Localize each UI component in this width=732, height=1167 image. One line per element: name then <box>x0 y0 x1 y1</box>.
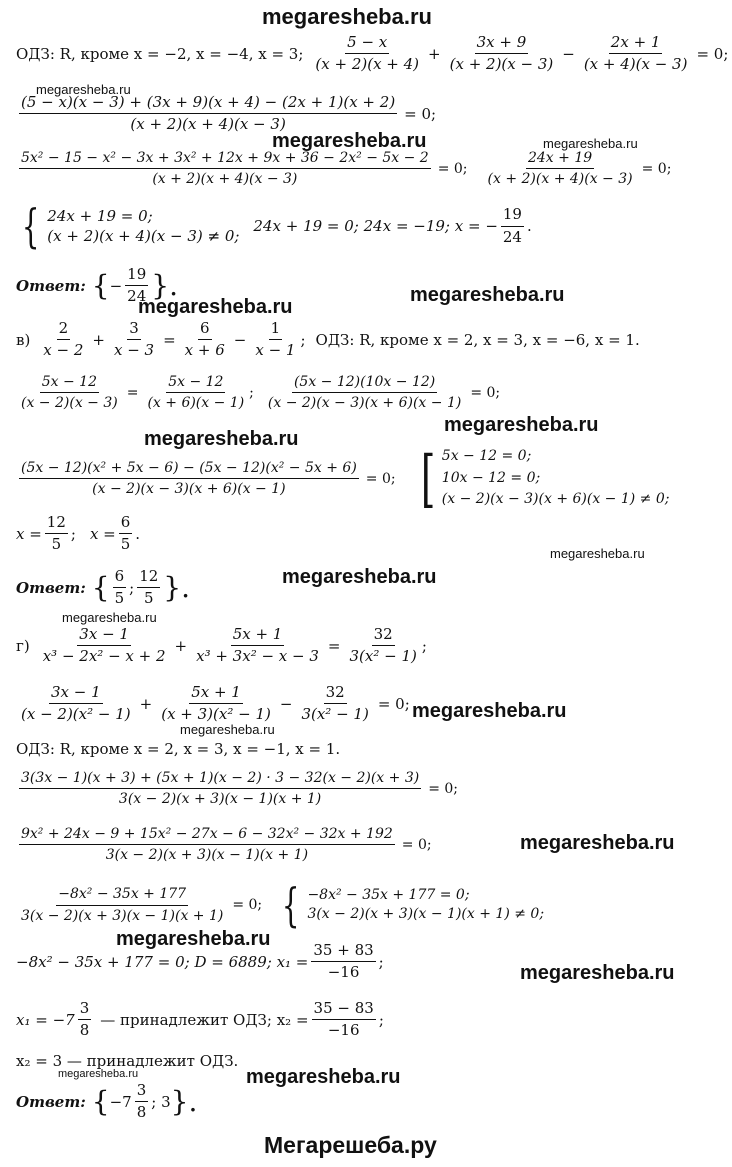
watermark: megaresheba.ru <box>520 832 675 854</box>
watermark-bottom: Мегарешеба.ру <box>264 1132 437 1158</box>
v-eq2: $\frac{5x - 12}{(x - 2)(x - 3)}$ = $\frac{5x - 12}{(x + 6)(x - 1)}$ ; $\frac{(5x - 12)(10x - 12)}{(x - 2)(x - 3)(x + 6)(x - 1)}$ = 0; <box>21 374 501 412</box>
watermark-small: megaresheba.ru <box>180 722 275 737</box>
watermark: megaresheba.ru <box>520 962 675 984</box>
v-solutions: x = $\frac{12}{5}$ ; x = $\frac{6}{5}$ . <box>16 513 141 554</box>
b-eq3: $\frac{\text{5x² − 15 − x² − 3x + 3x² + 12x + 9x + 36 − 2x² − 5x − 2}}{(x + 2)(x + 4)(x - 3)}$ = 0; $\frac{24x + 19}{(x + 2)(x + 4)(x - 3)}$ = 0; <box>21 150 672 188</box>
g-eq2: $\frac{3x - 1}{\text{(x − 2)(x² − 1)}}$ + $\frac{5x + 1}{\text{(x + 3)(x² − 1)}}$ − $\frac{32}{\text{3(x² − 1)}}$ = 0; <box>21 683 410 724</box>
b-eq4-frac: $\frac{24x + 19}{(x + 2)(x + 4)(x - 3)}$ <box>487 150 633 188</box>
watermark-small: megaresheba.ru <box>36 82 131 97</box>
watermark-small: megaresheba.ru <box>58 1068 139 1080</box>
b-eq3-frac: $\frac{\text{5x² − 15 − x² − 3x + 3x² + 12x + 9x + 36 − 2x² − 5x − 2}}{(x + 2)(x + 4)(x - 3)}$ <box>21 150 429 188</box>
b-eq2: $\frac{(5 - x)(x - 3) + (3x + 9)(x + 4) - (2x + 1)(x + 2)}{(x + 2)(x + 4)(x - 3)}$ = 0; <box>21 93 437 134</box>
g-odz: ОДЗ: R, кроме x = 2, x = 3, x = −1, x = 1. <box>16 740 341 758</box>
watermark: megaresheba.ru <box>144 428 299 450</box>
b-frac1: $\frac{5 - x}{(x + 2)(x + 4)}$ <box>315 33 420 74</box>
watermark: megaresheba.ru <box>246 1066 401 1088</box>
watermark: megaresheba.ru <box>138 296 293 318</box>
b-system: { 24x + 19 = 0; (x + 2)(x + 4)(x − 3) ≠ 0; 24x + 19 = 0; 24x = −19; x = − $\frac{19}{24}$ . <box>21 199 532 253</box>
v-eq3: $\frac{\text{(5x − 12)(x² + 5x − 6) − (5x − 12)(x² − 5x + 6)}}{(x - 2)(x - 3)(x + 6)(x - 1)}$ = 0; [ 5x − 12 = 0; 10x − 12 = 0; (x − 2)(x − 3)(x + 6)(x − 1) ≠ 0; <box>21 441 670 515</box>
g-x2: x₂ = 3 — принадлежит ОДЗ. <box>16 1052 239 1070</box>
watermark: megaresheba.ru <box>116 928 271 950</box>
g-x1: x₁ = −7 $\frac{3}{8}$ — принадлежит ОДЗ; x₂ = $\frac{35 - 83}{-16}$ ; <box>16 999 384 1040</box>
v-answer: Ответ: { $\frac{6}{5}$ ; $\frac{12}{5}$ }. <box>16 567 190 608</box>
watermark: megaresheba.ru <box>272 130 427 152</box>
g-disc: −8x² − 35x + 177 = 0; D = 6889; x₁ = $\frac{35 + 83}{-16}$ ; <box>16 941 384 982</box>
watermark-small: megaresheba.ru <box>543 136 638 151</box>
watermark-top: megaresheba.ru <box>262 4 432 29</box>
b-odz: ОДЗ: R, кроме x = −2, x = −4, x = 3; <box>16 44 304 63</box>
watermark: megaresheba.ru <box>412 700 567 722</box>
b-frac2: $\frac{3x + 9}{(x + 2)(x - 3)}$ <box>449 33 554 74</box>
g-eq3: $\frac{3(3x - 1)(x + 3) + (5x + 1)(x - 2) \cdot 3 - 32(x - 2)(x + 3)}{3(x - 2)(x + 3)(x - 1)(x + 1)}$ = 0; <box>21 770 459 808</box>
g-eq1: г) $\frac{3x - 1}{\text{x³ − 2x² − x + 2}}$ + $\frac{5x + 1}{\text{x³ + 3x² − x − 3}}$ = $\frac{32}{\text{3(x² − 1)}}$ ; <box>16 625 427 666</box>
g-eq4: $\frac{\text{9x² + 24x − 9 + 15x² − 27x − 6 − 32x² − 32x + 192}}{3(x - 2)(x + 3)(x - 1)(x + 1)}$ = 0; <box>21 826 432 864</box>
b-frac3: $\frac{2x + 1}{(x + 4)(x - 3)}$ <box>583 33 688 74</box>
b-sol-frac: $\frac{19}{24}$ <box>502 205 522 246</box>
watermark-small: megaresheba.ru <box>62 610 157 625</box>
b-eq1: ОДЗ: R, кроме x = −2, x = −4, x = 3; $\frac{5 - x}{(x + 2)(x + 4)}$ + $\frac{3x + 9}{(x + 2)(x - 3)}$ − $\frac{2x + 1}{(x + 4)(x - 3)}$ = 0; <box>16 33 729 74</box>
b-answer: Ответ: { − $\frac{19}{24}$ }. <box>16 265 178 306</box>
b-eq2-frac: $\frac{(5 - x)(x - 3) + (3x + 9)(x + 4) - (2x + 1)(x + 2)}{(x + 2)(x + 4)(x - 3)}$ <box>21 93 396 134</box>
watermark: megaresheba.ru <box>444 414 599 436</box>
watermark: megaresheba.ru <box>410 284 565 306</box>
g-eq5: $\frac{\text{−8x² − 35x + 177}}{3(x - 2)(x + 3)(x - 1)(x + 1)}$ = 0; { −8x² − 35x + 177 = 0; 3(x − 2)(x + 3)(x − 1)(x + 1) ≠ 0; <box>21 878 545 932</box>
watermark: megaresheba.ru <box>282 566 437 588</box>
watermark-small: megaresheba.ru <box>550 546 645 561</box>
v-eq1: в) $\frac{2}{x - 2}$ + $\frac{3}{x - 3}$ = $\frac{6}{x + 6}$ − $\frac{1}{x - 1}$ ; ОДЗ: R, кроме x = 2, x = 3, x = −6, x = 1. <box>16 319 640 360</box>
g-answer: Ответ: { −7 $\frac{3}{8}$ ; 3 }. <box>16 1081 198 1122</box>
